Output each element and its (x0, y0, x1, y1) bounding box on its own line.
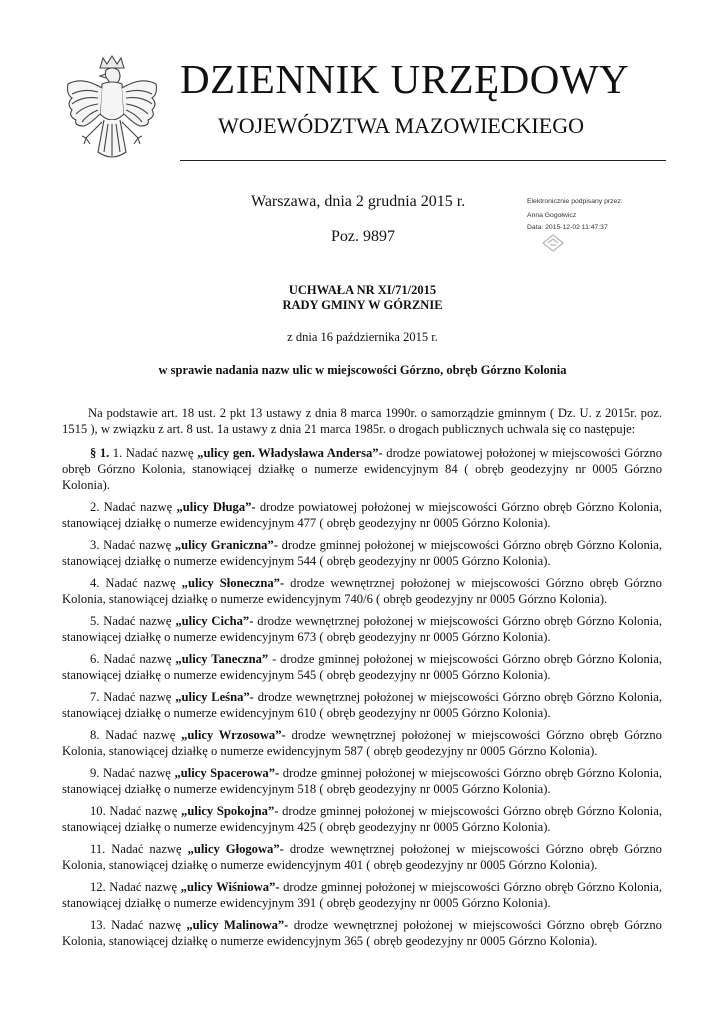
item-text: drodze wewnętrznej położonej w miejscowości Górzno obręb Górzno Kolonia, stanowiącej działkę o numerze ewidencyjnym 401 ( obręb geodezyjny nr 0005 Górzno Kolonia). (62, 842, 662, 872)
resolution-subject: w sprawie nadania nazw ulic w miejscowości Górzno, obręb Górzno Kolonia (158, 363, 567, 377)
signature-line-1: Elektronicznie podpisany przez: (527, 198, 623, 205)
preamble: Na podstawie art. 18 ust. 2 pkt 13 ustawy z dnia 8 marca 1990r. o samorządzie gminnym ( Dz. U. z 2015r. poz. 1515 ), w związku z art. 8 ust. 1a ustawy z dnia 21 marca 1985r. o drogach publicznych uchwala się co następuje: (62, 406, 662, 436)
item-prefix: 8. Nadać nazwę (90, 728, 176, 742)
item-text: drodze wewnętrznej położonej w miejscowości Górzno obręb Górzno Kolonia, stanowiącej działkę o numerze ewidencyjnym 365 ( obręb geodezyjny nr 0005 Górzno Kolonia). (62, 918, 662, 948)
journal-title: DZIENNIK URZĘDOWY (180, 56, 630, 102)
item-text: drodze wewnętrznej położonej w miejscowości Górzno obręb Górzno Kolonia, stanowiącej działkę o numerze ewidencyjnym 673 ( obręb geodezyjny nr 0005 Górzno Kolonia). (62, 614, 663, 644)
resolution-date: z dnia 16 października 2015 r. (287, 330, 438, 344)
section-1-item-1 (62, 445, 662, 493)
item-prefix: 11. Nadać nazwę (90, 842, 182, 856)
item-prefix: 1. Nadać nazwę (112, 446, 194, 460)
item-prefix: 2. Nadać nazwę (90, 500, 173, 514)
street-name: „ulicy Słoneczna”- (181, 576, 285, 590)
item-prefix: 10. Nadać nazwę (90, 804, 178, 818)
resolution-council: RADY GMINY W GÓRZNIE (282, 298, 443, 312)
street-name: „ulicy Leśna”- (175, 690, 254, 704)
item-text: drodze gminnej położonej w miejscowości Górzno obręb Górzno Kolonia, stanowiącej działkę o numerze ewidencyjnym 544 ( obręb geodezyjny nr 0005 Górzno Kolonia). (62, 538, 662, 568)
list-item (62, 499, 662, 531)
list-item (62, 879, 662, 911)
item-prefix: 3. Nadać nazwę (90, 538, 172, 552)
list-item (62, 537, 662, 569)
electronic-signature (527, 196, 623, 235)
signature-line-3: Data: 2015-12-02 11:47:37 (527, 224, 608, 231)
item-text: drodze gminnej położonej w miejscowości Górzno obręb Górzno Kolonia, stanowiącej działkę o numerze ewidencyjnym 391 ( obręb geodezyjny nr 0005 Górzno Kolonia). (62, 880, 663, 910)
item-text: drodze gminnej położonej w miejscowości Górzno obręb Górzno Kolonia, stanowiącej działkę o numerze ewidencyjnym 518 ( obręb geodezyjny nr 0005 Górzno Kolonia). (62, 766, 662, 796)
item-prefix: 9. Nadać nazwę (90, 766, 171, 780)
list-item (62, 651, 662, 683)
polish-eagle-emblem-icon (62, 54, 162, 168)
item-prefix: 7. Nadać nazwę (90, 690, 172, 704)
street-name: „ulicy Długa”- (176, 500, 256, 514)
list-item (62, 841, 662, 873)
signature-verification-icon (540, 232, 566, 254)
street-name: „ulicy Wrzosowa”- (181, 728, 286, 742)
header-divider (180, 160, 666, 161)
item-text: drodze wewnętrznej położonej w miejscowości Górzno obręb Górzno Kolonia, stanowiącej działkę o numerze ewidencyjnym 740/6 ( obręb geodezyjny nr 0005 Górzno Kolonia). (62, 576, 662, 606)
street-name: „ulicy Cicha”- (175, 614, 254, 628)
street-name: „ulicy Spacerowa”- (174, 766, 280, 780)
item-text: drodze powiatowej położonej w miejscowości Górzno obręb Górzno Kolonia, stanowiącej działkę o numerze ewidencyjnym 84 ( obręb geodezyjny nr 0005 Górzno Kolonia). (62, 446, 663, 492)
street-name: „ulicy Taneczna” (175, 652, 269, 666)
list-item (62, 575, 662, 607)
list-item (62, 689, 662, 721)
journal-subtitle: WOJEWÓDZTWA MAZOWIECKIEGO (218, 113, 584, 138)
item-text: drodze wewnętrznej położonej w miejscowości Górzno obręb Górzno Kolonia, stanowiącej działkę o numerze ewidencyjnym 610 ( obręb geodezyjny nr 0005 Górzno Kolonia). (62, 690, 662, 720)
item-text: drodze wewnętrznej położonej w miejscowości Górzno obręb Górzno Kolonia, stanowiącej działkę o numerze ewidencyjnym 587 ( obręb geodezyjny nr 0005 Górzno Kolonia). (62, 728, 662, 758)
street-name: „ulicy Głogowa”- (187, 842, 284, 856)
item-prefix: 12. Nadać nazwę (90, 880, 178, 894)
item-text: - drodze gminnej położonej w miejscowości Górzno obręb Górzno Kolonia, stanowiącej działkę o numerze ewidencyjnym 545 ( obręb geodezyjny nr 0005 Górzno Kolonia). (62, 652, 662, 682)
section-label: § 1. (90, 446, 110, 460)
street-name: „ulicy gen. Władysława Andersa”- (197, 446, 383, 460)
list-item (62, 727, 662, 759)
list-item (62, 917, 662, 949)
street-name: „ulicy Malinowa”- (186, 918, 289, 932)
item-prefix: 6. Nadać nazwę (90, 652, 172, 666)
street-name: „ulicy Wiśniowa”- (180, 880, 280, 894)
list-item (62, 803, 662, 835)
list-item (62, 613, 662, 645)
publication-date: Warszawa, dnia 2 grudnia 2015 r. (251, 193, 466, 210)
resolution-number: UCHWAŁA NR XI/71/2015 (288, 283, 437, 297)
item-text: drodze powiatowej położonej w miejscowości Górzno obręb Górzno Kolonia, stanowiącej działkę o numerze ewidencyjnym 477 ( obręb geodezyjny nr 0005 Górzno Kolonia). (62, 500, 663, 530)
item-text: drodze gminnej położonej w miejscowości Górzno obręb Górzno Kolonia, stanowiącej działkę o numerze ewidencyjnym 425 ( obręb geodezyjny nr 0005 Górzno Kolonia). (62, 804, 663, 834)
item-prefix: 4. Nadać nazwę (90, 576, 176, 590)
item-prefix: 13. Nadać nazwę (90, 918, 181, 932)
item-prefix: 5. Nadać nazwę (90, 614, 172, 628)
publication-position: Poz. 9897 (331, 228, 395, 245)
street-name: „ulicy Graniczna”- (174, 538, 278, 552)
resolution-body (62, 405, 662, 955)
street-name: „ulicy Spokojna”- (181, 804, 279, 818)
list-item (62, 765, 662, 797)
signature-line-2: Anna Gogołwicz (527, 211, 577, 219)
